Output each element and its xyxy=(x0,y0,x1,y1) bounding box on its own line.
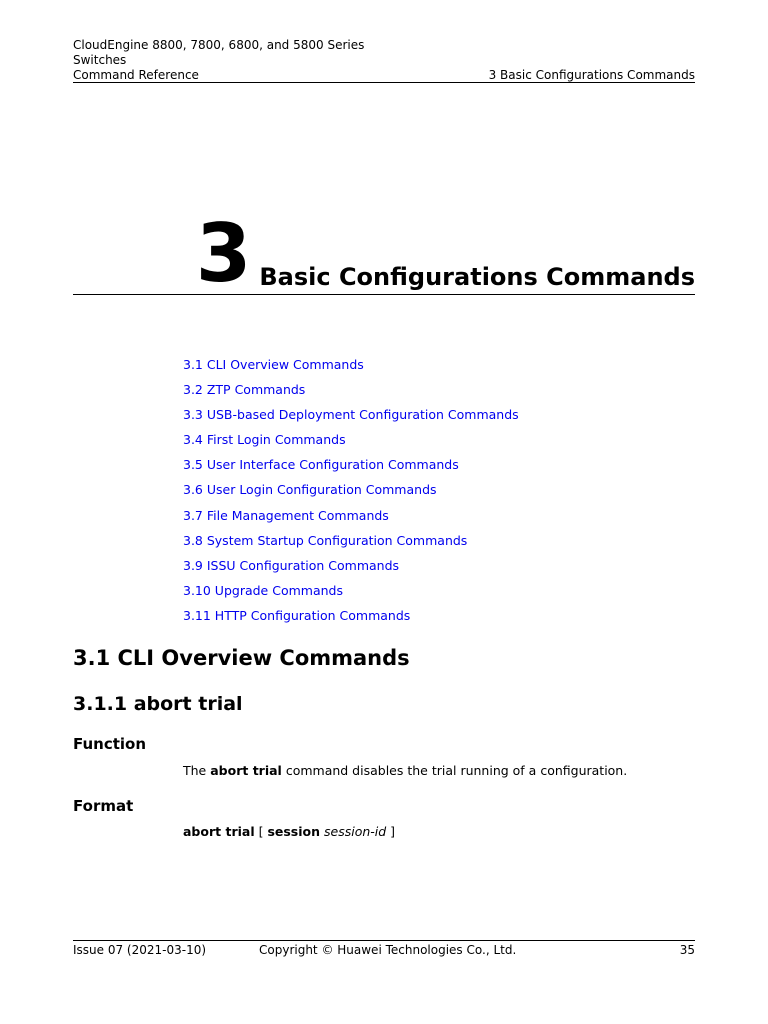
header-chapter-ref: 3 Basic Configurations Commands xyxy=(488,68,695,82)
footer-divider xyxy=(73,940,695,941)
toc-link[interactable]: 3.2 ZTP Commands xyxy=(183,382,306,398)
toc-link[interactable]: 3.10 Upgrade Commands xyxy=(183,582,343,598)
toc-link[interactable]: 3.4 First Login Commands xyxy=(183,432,346,448)
footer-issue: Issue 07 (2021-03-10) xyxy=(73,943,207,957)
subsection-heading: 3.1.1 abort trial xyxy=(73,693,243,715)
function-label: Function xyxy=(73,735,147,753)
format-bracket-open: [ xyxy=(254,824,268,839)
toc-link[interactable]: 3.3 USB-based Deployment Configuration Commands xyxy=(183,407,519,423)
page-header xyxy=(73,38,695,83)
toc-link[interactable]: 3.11 HTTP Configuration Commands xyxy=(183,607,411,623)
function-description xyxy=(183,762,627,780)
function-command: abort trial xyxy=(210,763,282,778)
toc-link[interactable]: 3.7 File Management Commands xyxy=(183,507,389,523)
header-product-line2: Switches xyxy=(73,53,127,67)
toc-link[interactable]: 3.9 ISSU Configuration Commands xyxy=(183,557,400,573)
format-label: Format xyxy=(73,797,134,815)
format-command: abort trial xyxy=(183,824,255,839)
toc-link[interactable]: 3.5 User Interface Configuration Commands xyxy=(183,457,459,473)
chapter-divider xyxy=(73,294,695,295)
header-product-line1: CloudEngine 8800, 7800, 6800, and 5800 Series xyxy=(73,38,365,52)
toc-link[interactable]: 3.1 CLI Overview Commands xyxy=(183,357,364,372)
section-heading: 3.1 CLI Overview Commands xyxy=(73,646,410,670)
footer-copyright: Copyright © Huawei Technologies Co., Ltd. xyxy=(259,943,517,957)
function-text-post: command disables the trial running of a configuration. xyxy=(281,763,628,778)
format-keyword: session xyxy=(267,824,321,839)
footer-page-number: 35 xyxy=(679,943,695,957)
format-syntax xyxy=(183,823,395,841)
chapter-number: 3 xyxy=(195,207,250,300)
format-bracket-close: ] xyxy=(386,824,396,839)
header-divider xyxy=(73,82,695,83)
format-parameter: session-id xyxy=(324,824,387,839)
function-text-pre: The xyxy=(183,763,211,778)
chapter-heading xyxy=(73,207,695,300)
table-of-contents xyxy=(183,352,519,628)
header-doc-title: Command Reference xyxy=(73,68,199,82)
toc-link[interactable]: 3.6 User Login Configuration Commands xyxy=(183,482,437,498)
chapter-title: Basic Configurations Commands xyxy=(259,263,695,291)
toc-link[interactable]: 3.8 System Startup Configuration Commands xyxy=(183,532,468,548)
